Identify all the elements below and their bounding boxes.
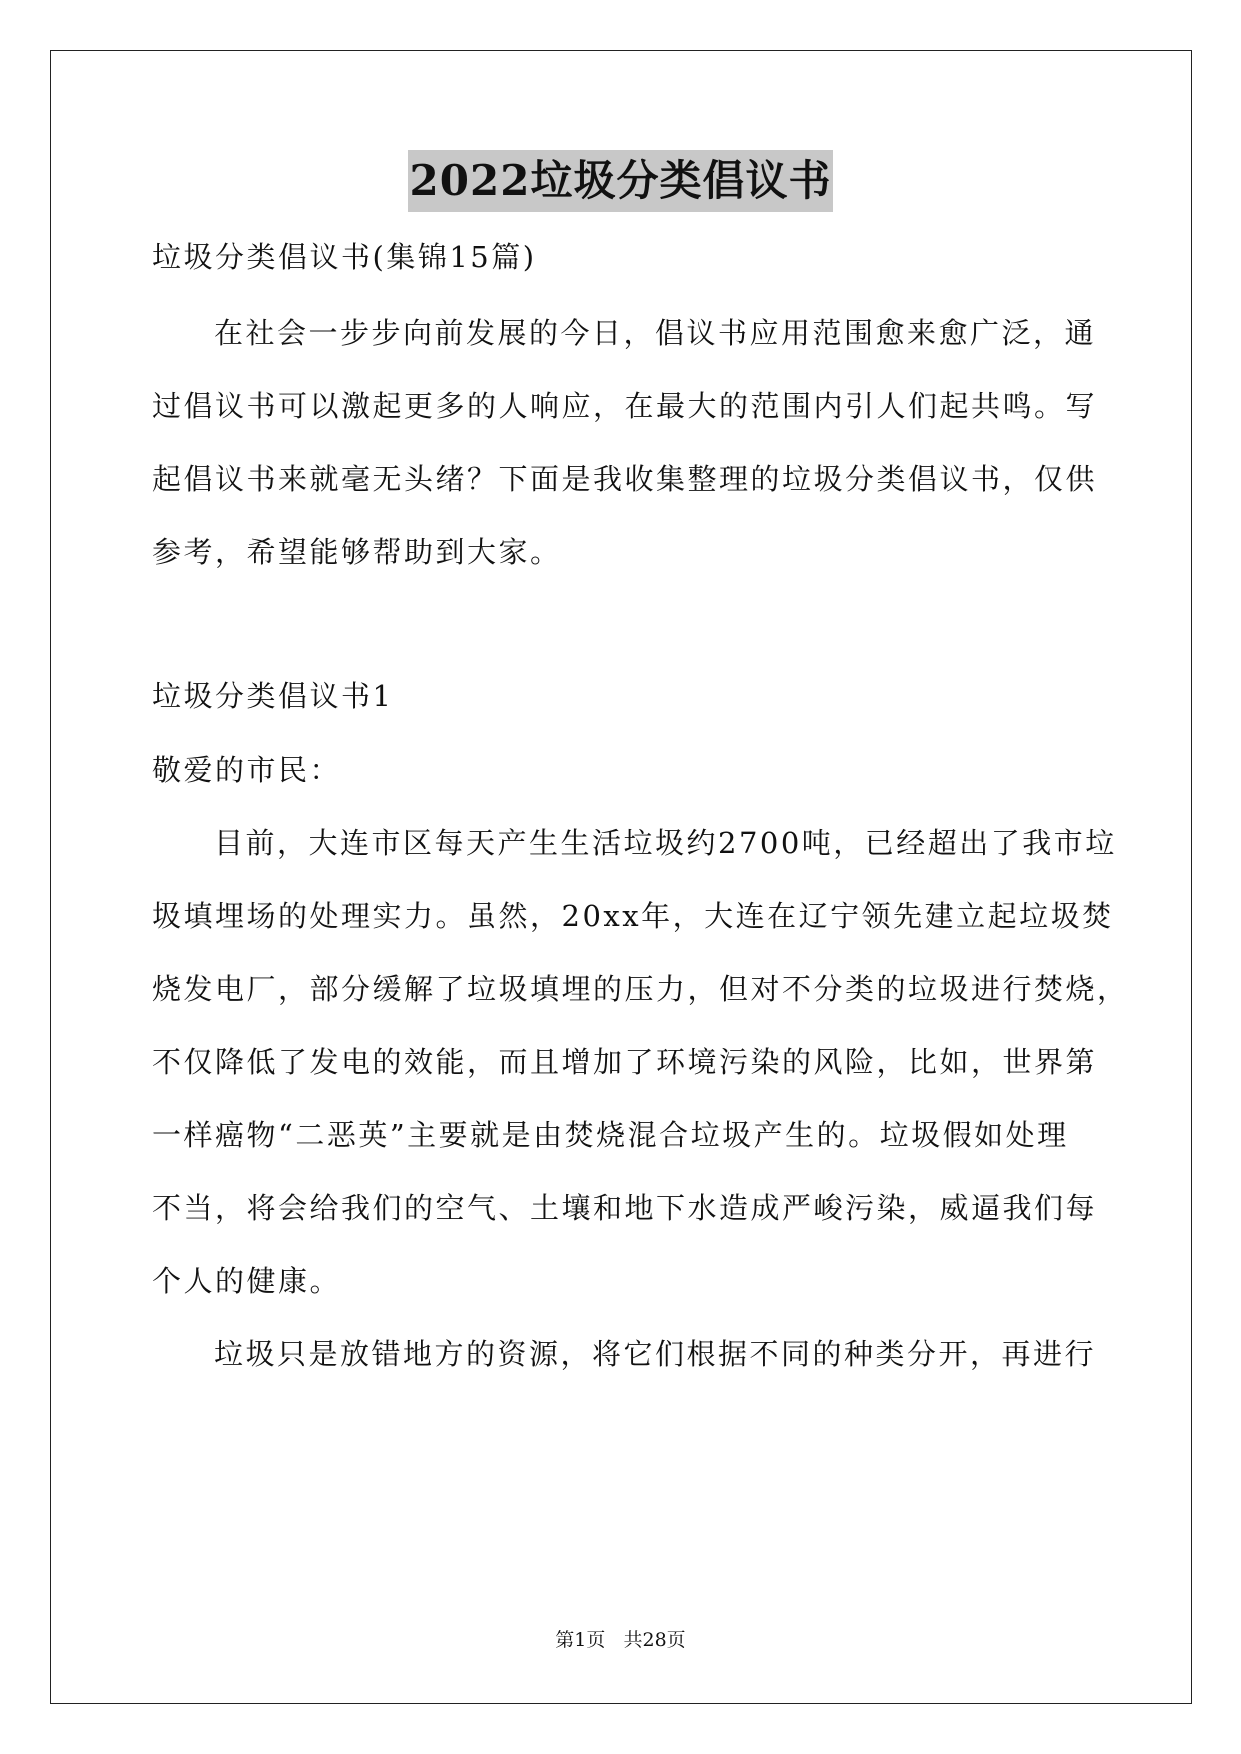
intro-line: 起倡议书来就毫无头绪？下面是我收集整理的垃圾分类倡议书，仅供 [152,462,1098,496]
body-line: 目前，大连市区每天产生生活垃圾约2700吨，已经超出了我市垃 [214,826,1117,860]
title-container [0,150,1241,212]
body-line: 烧发电厂，部分缓解了垃圾填埋的压力，但对不分类的垃圾进行焚烧， [152,972,1129,1006]
intro-line: 过倡议书可以激起更多的人响应，在最大的范围内引人们起共鸣。写 [152,389,1098,423]
page-border [50,50,1192,1704]
body-line: 圾填埋场的处理实力。虽然，20xx年，大连在辽宁领先建立起垃圾焚 [152,899,1114,933]
body-line: 垃圾只是放错地方的资源，将它们根据不同的种类分开，再进行 [214,1337,1097,1371]
body-line: 个人的健康。 [152,1264,342,1298]
document-title: 2022垃圾分类倡议书 [408,150,834,212]
intro-line: 参考，希望能够帮助到大家。 [152,535,562,569]
section-heading: 垃圾分类倡议书1 [152,679,394,713]
salutation: 敬爱的市民： [152,753,342,787]
body-line: 一样癌物“二恶英”主要就是由焚烧混合垃圾产生的。垃圾假如处理 [152,1118,1069,1152]
intro-line: 在社会一步步向前发展的今日，倡议书应用范围愈来愈广泛，通 [214,316,1097,350]
body-line: 不仅降低了发电的效能，而且增加了环境污染的风险，比如，世界第 [152,1045,1098,1079]
page-number-footer: 第1页 共28页 [555,1629,686,1651]
body-line: 不当，将会给我们的空气、土壤和地下水造成严峻污染，威逼我们每 [152,1191,1098,1225]
document-subtitle: 垃圾分类倡议书(集锦15篇) [152,240,537,274]
